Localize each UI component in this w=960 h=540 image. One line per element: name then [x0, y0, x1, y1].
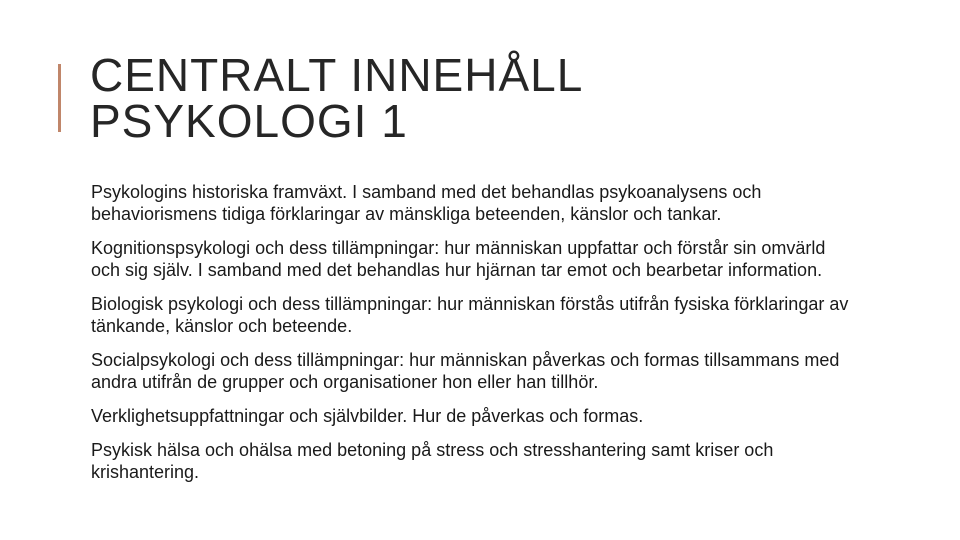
content-item-history: Psykologins historiska framväxt. I samband med det behandlas psykoanalysens och behaviorismens tidiga förklaringar av mänskliga beteenden, känslor och tankar.: [91, 182, 762, 224]
content-item-biological: Biologisk psykologi och dess tillämpningar: hur människan förstås utifrån fysiska förklaringar av tänkande, känslor och beteende.: [91, 294, 849, 336]
content-item-worldview: Verklighetsuppfattningar och självbilder. Hur de påverkas och formas.: [91, 406, 644, 426]
content-list: [91, 181, 851, 495]
title-accent-bar: [58, 64, 61, 132]
content-item-social: Socialpsykologi och dess tillämpningar: hur människan påverkas och formas tillsammans med andra utifrån de grupper och organisationer hon eller han tillhör.: [91, 350, 840, 392]
content-item-cognitive: Kognitionspsykologi och dess tillämpningar: hur människan uppfattar och förstår sin omvärld och sig själv. I samband med det behandlas hur hjärnan tar emot och bearbetar information.: [91, 238, 826, 280]
content-item-mental-health: Psykisk hälsa och ohälsa med betoning på stress och stresshantering samt kriser och krishantering.: [91, 440, 774, 482]
title-line-2: PSYKOLOGI 1: [90, 95, 408, 147]
title-line-1: CENTRALT INNEHÅLL: [90, 49, 584, 101]
slide-title: [90, 49, 584, 147]
